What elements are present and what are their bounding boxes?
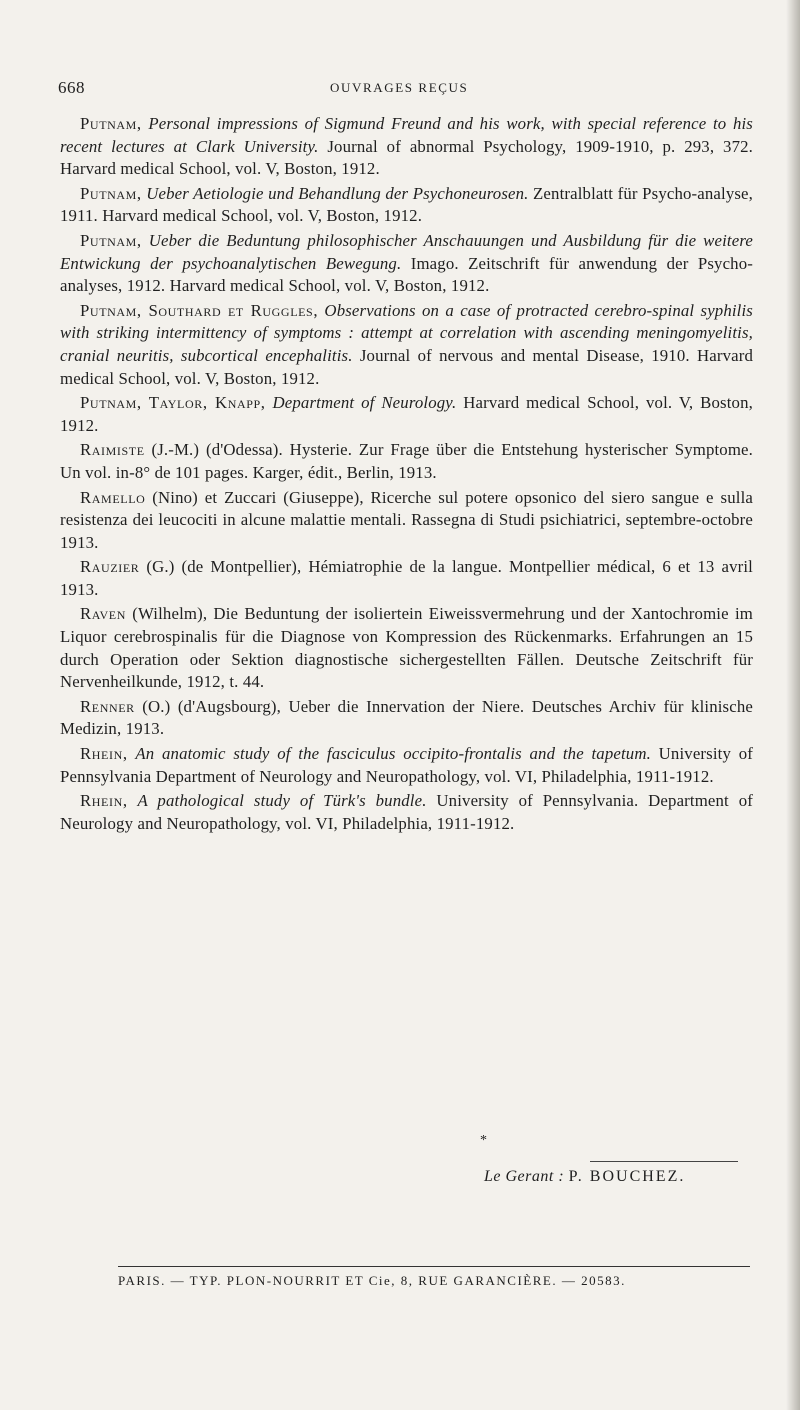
page-title: OUVRAGES REÇUS (330, 80, 469, 95)
entry-details: (G.) (de Montpellier), Hémiatrophie de la langue. Montpellier médical, 6 et 13 avril 1913. (60, 557, 753, 599)
entry-title: Personal impressions of Sigmund Freund and his work, with special reference to his recent lectures at Clark University. (60, 114, 753, 156)
entry-author: Rauzier (80, 557, 140, 577)
bibliography-entry (60, 439, 753, 484)
entry-details: (J.-M.) (d'Odessa). Hysterie. Zur Frage über die Entstehung hysterischer Symptome. Un vol. in-8° de 101 pages. Karger, édit., Berlin, 1913. (60, 440, 753, 482)
page-edge-shadow (786, 0, 800, 1410)
entry-details: Journal of nervous and mental Disease, 1910. Harvard medical School, vol. V, Boston, 1912. (60, 345, 754, 388)
entry-details: Imago. Zeitschrift für anwendung der Psycho-analyses, 1912. Harvard medical School, vol. V, Boston, 1912. (60, 253, 753, 296)
bibliography-entry (60, 392, 753, 437)
entry-author: Raimiste (80, 440, 145, 460)
signature-line (484, 1168, 685, 1186)
entry-details: Journal of abnormal Psychology, 1909-1910, p. 293, 372. Harvard medical School, vol. V, Boston, 1912. (60, 136, 753, 179)
bibliography-entry (60, 603, 753, 693)
running-head (0, 78, 800, 98)
ornament-star: * (480, 1133, 487, 1148)
bibliography-entry (60, 300, 753, 390)
entry-author: Putnam, (80, 230, 142, 250)
entry-author: Putnam, Southard et Ruggles, (80, 300, 319, 320)
bibliography-entry (60, 183, 753, 228)
bibliography-entry (60, 743, 753, 788)
entry-author: Putnam, Taylor, Knapp, (80, 393, 266, 413)
entry-author: Rhein, (80, 744, 128, 764)
bibliography-entry (60, 230, 753, 298)
signature-rule (590, 1161, 738, 1162)
entry-title: A pathological study of Türk's bundle. (137, 791, 427, 811)
entry-details: (Nino) et Zuccari (Giuseppe), Ricerche sul potere opsonico del siero sangue e sulla resistenza dei leucociti in alcune malattie mentali. Rassegna di Studi psichiatrici, septembre-octobre 1913. (60, 487, 753, 552)
page-number: 668 (58, 78, 85, 97)
bibliography-entry (60, 487, 753, 555)
footer-rule (118, 1266, 750, 1267)
entry-author: Putnam, (80, 183, 142, 203)
entry-title: An anatomic study of the fasciculus occipito-frontalis and the tapetum. (135, 744, 651, 764)
entry-details: Zentralblatt für Psycho-analyse, 1911. Harvard medical School, vol. V, Boston, 1912. (60, 183, 753, 226)
entry-details: (O.) (d'Augsbourg), Ueber die Innervation der Niere. Deutsches Archiv für klinische Medizin, 1913. (60, 696, 753, 739)
bibliography-entry (60, 696, 753, 741)
signature-name: P. BOUCHEZ. (568, 1168, 686, 1185)
bibliography-entry (60, 113, 753, 181)
signature-role: Le Gerant : (484, 1168, 565, 1185)
entry-author: Raven (80, 604, 126, 624)
entry-author: Rhein, (80, 791, 128, 811)
entry-title: Department of Neurology. (272, 393, 457, 413)
entry-title: Observations on a case of protracted cerebro-spinal syphilis with striking intermittency of symptoms : attempt at correlation with ascending meningomyelitis, cranial neuritis, subcortical encephalitis. (60, 300, 753, 365)
bibliography-entry (60, 556, 753, 601)
entry-details: University of Pennsylvania Department of Neurology and Neuropathology, vol. VI, Philadelphia, 1911-1912. (60, 744, 753, 786)
entry-author: Renner (80, 696, 135, 716)
entry-details: University of Pennsylvania. Department of Neurology and Neuropathology, vol. VI, Philadelphia, 1911-1912. (60, 791, 753, 833)
bibliography-entry (60, 790, 753, 835)
entry-title: Ueber die Beduntung philosophischer Anschauungen und Ausbildung für die weitere Entwickung der psychoanalytischen Bewegung. (60, 230, 753, 273)
entry-author: Ramello (80, 487, 146, 507)
bibliography-list (60, 113, 753, 837)
entry-details: Harvard medical School, vol. V, Boston, 1912. (60, 393, 753, 435)
entry-author: Putnam, (80, 114, 142, 133)
entry-details: (Wilhelm), Die Beduntung der isoliertein Eiweissvermehrung und der Xantochromie im Liquor cerebrospinalis für die Diagnose von Kompression des Rückenmarks. Erfahrungen an 15 durch Operation oder Sektion diagnostische sichergestellten Fällen. Deutsche Zeitschrift für Nervenheilkunde, 1912, t. 44. (60, 604, 753, 692)
printer-imprint: PARIS. — TYP. PLON-NOURRIT ET Cie, 8, RUE GARANCIÈRE. — 20583. (118, 1273, 626, 1288)
entry-title: Ueber Aetiologie und Behandlung der Psychoneurosen. (146, 183, 529, 203)
